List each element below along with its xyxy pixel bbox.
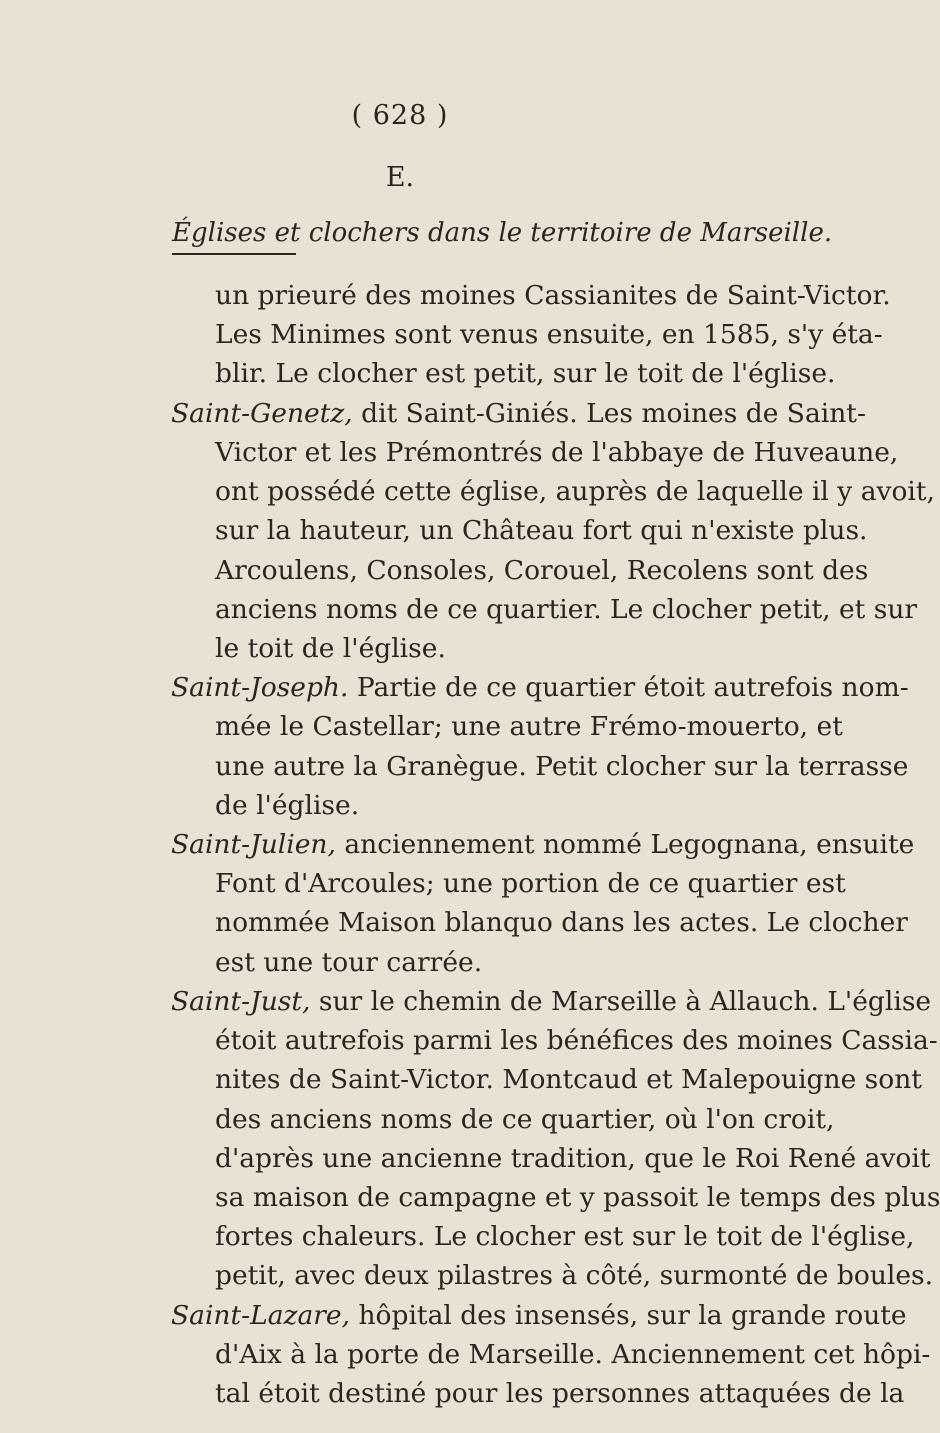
- text-line: ont possédé cette église, auprès de laquelle il y avoit,: [215, 476, 935, 507]
- text-line: sur la hauteur, un Château fort qui n'existe plus.: [215, 515, 868, 546]
- text-line: blir. Le clocher est petit, sur le toit de l'église.: [215, 358, 836, 389]
- text-line: le toit de l'église.: [215, 633, 446, 664]
- text-line: de l'église.: [215, 790, 360, 821]
- text-line: sa maison de campagne et y passoit le temps des plus: [215, 1182, 940, 1213]
- entry-title: Saint-Genetz,: [171, 398, 353, 429]
- text-line: des anciens noms de ce quartier, où l'on croit,: [215, 1104, 835, 1135]
- entry-line-saint-genetz: [171, 398, 866, 430]
- entry-title: Saint-Lazare,: [171, 1300, 351, 1331]
- text-line: hôpital des insensés, sur la grande route: [350, 1300, 907, 1331]
- entry-title: Saint-Joseph.: [171, 672, 349, 703]
- entry-line-saint-joseph: [171, 672, 909, 704]
- text-line: mée le Castellar; une autre Frémo-mouerto, et: [215, 711, 843, 742]
- header-rule: [172, 253, 296, 255]
- text-line: un prieuré des moines Cassianites de Saint-Victor.: [215, 280, 891, 311]
- text-line: sur le chemin de Marseille à Allauch. L'église: [310, 986, 932, 1017]
- text-line: Les Minimes sont venus ensuite, en 1585, s'y éta-: [215, 319, 883, 350]
- text-line: une autre la Granègue. Petit clocher sur la terrasse: [215, 751, 909, 782]
- running-head: Églises et clochers dans le territoire de Marseille.: [172, 218, 833, 248]
- entry-line-saint-just: [171, 986, 931, 1018]
- text-line: étoit autrefois parmi les bénéfices des moines Cassia-: [215, 1025, 938, 1056]
- entry-title: Saint-Just,: [171, 986, 311, 1017]
- text-line: Font d'Arcoules; une portion de ce quartier est: [215, 868, 846, 899]
- text-line: Partie de ce quartier étoit autrefois nom-: [348, 672, 909, 703]
- section-letter: E.: [385, 162, 415, 193]
- text-line: petit, avec deux pilastres à côté, surmonté de boules.: [215, 1260, 934, 1291]
- text-line: anciens noms de ce quartier. Le clocher petit, et sur: [215, 594, 918, 625]
- text-line: Victor et les Prémontrés de l'abbaye de Huveaune,: [215, 437, 899, 468]
- text-line: Arcoulens, Consoles, Corouel, Recolens sont des: [215, 555, 869, 586]
- text-line: fortes chaleurs. Le clocher est sur le toit de l'église,: [215, 1221, 915, 1252]
- text-line: nommée Maison blanquo dans les actes. Le clocher: [215, 907, 908, 938]
- text-line: est une tour carrée.: [215, 947, 483, 978]
- page-number: ( 628 ): [351, 100, 449, 131]
- text-line: nites de Saint-Victor. Montcaud et Malepouigne sont: [215, 1064, 922, 1095]
- text-line: anciennement nommé Legognana, ensuite: [335, 829, 915, 860]
- text-line: d'Aix à la porte de Marseille. Anciennement cet hôpi-: [215, 1339, 931, 1370]
- entry-line-saint-julien: [171, 829, 914, 861]
- entry-title: Saint-Julien,: [171, 829, 336, 860]
- text-line: d'après une ancienne tradition, que le Roi René avoit: [215, 1143, 931, 1174]
- entry-line-saint-lazare: [171, 1300, 907, 1332]
- text-line: dit Saint-Giniés. Les moines de Saint-: [352, 398, 866, 429]
- text-line: tal étoit destiné pour les personnes attaquées de la: [215, 1378, 905, 1409]
